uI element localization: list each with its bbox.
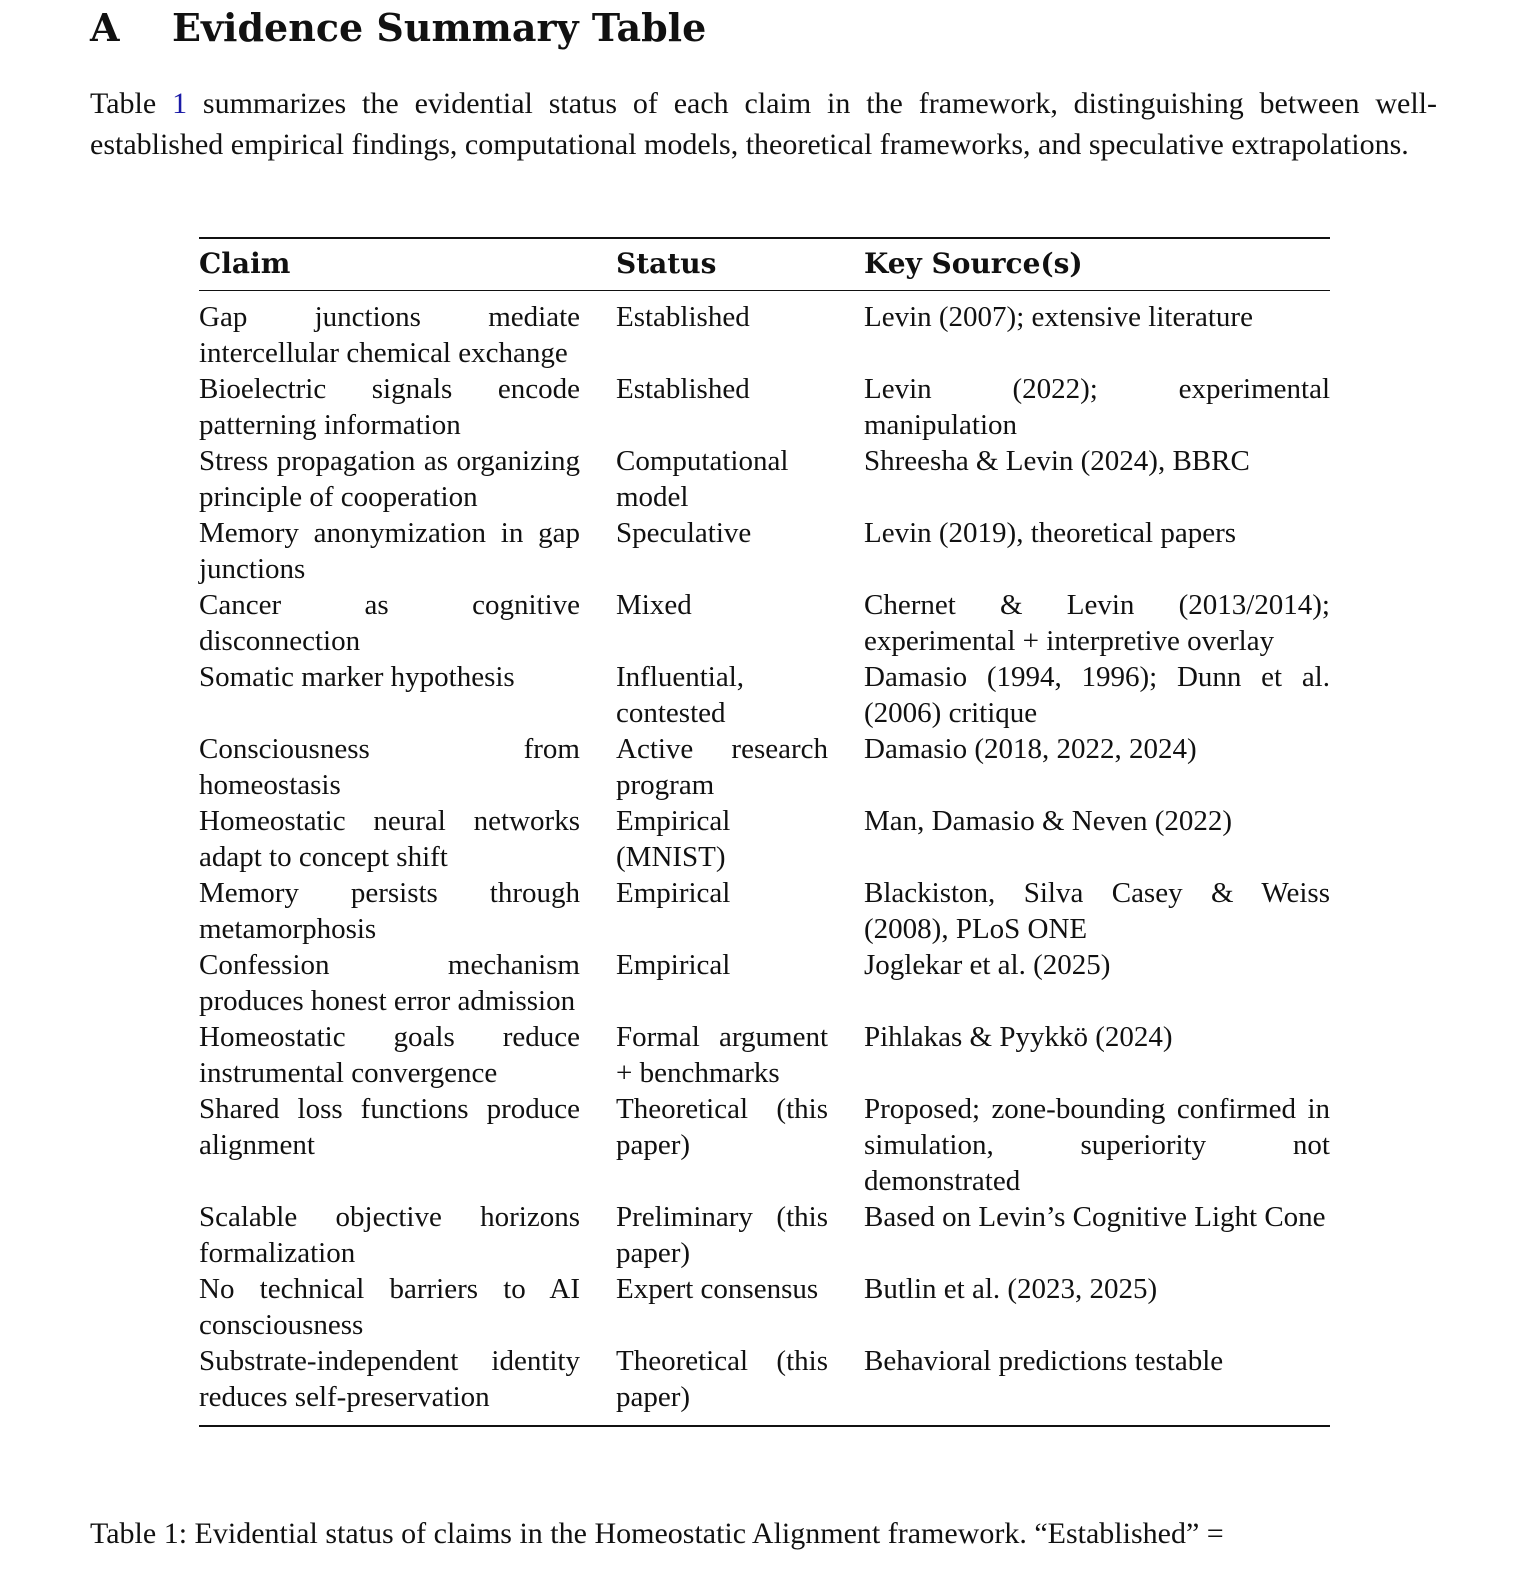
claim-cell: Gap junctions mediate intercellular chemical exchange — [199, 301, 580, 369]
status-cell: Established — [616, 373, 750, 405]
evidence-summary-table — [199, 237, 1330, 1427]
header-key-sources: Key Source(s) — [864, 238, 1330, 291]
status-cell: Theoretical (this paper) — [616, 1093, 828, 1161]
intro-text-start: Table — [90, 87, 173, 120]
status-cell: Influential, contested — [616, 661, 745, 729]
table-reference-link[interactable]: 1 — [172, 87, 188, 120]
intro-paragraph — [90, 84, 1437, 165]
section-title: Evidence Summary Table — [172, 5, 707, 50]
table-row — [199, 1199, 1330, 1271]
section-number: A — [90, 5, 120, 50]
source-cell: Based on Levin’s Cognitive Light Cone — [864, 1201, 1326, 1233]
status-cell: Expert consensus — [616, 1273, 819, 1305]
source-cell: Butlin et al. (2023, 2025) — [864, 1273, 1158, 1305]
claim-cell: Scalable objective horizons formalization — [199, 1201, 580, 1269]
table-row — [199, 515, 1330, 587]
source-cell: Damasio (2018, 2022, 2024) — [864, 733, 1197, 765]
table-row — [199, 291, 1330, 372]
source-cell: Levin (2022); experimental manipulation — [864, 373, 1330, 441]
status-cell: Empirical (MNIST) — [616, 805, 731, 873]
table-row — [199, 803, 1330, 875]
table-row — [199, 947, 1330, 1019]
table-row — [199, 1271, 1330, 1343]
header-claim: Claim — [199, 238, 616, 291]
source-cell: Joglekar et al. (2025) — [864, 949, 1111, 981]
table-header-row — [199, 238, 1330, 291]
claim-cell: Stress propagation as organizing principle of cooperation — [199, 445, 580, 513]
claim-cell: Homeostatic goals reduce instrumental convergence — [199, 1021, 580, 1089]
source-cell: Proposed; zone-bounding confirmed in simulation, superiority not demonstrated — [864, 1093, 1330, 1197]
source-cell: Behavioral predictions testable — [864, 1345, 1224, 1377]
status-cell: Theoretical (this paper) — [616, 1345, 828, 1413]
section-heading — [90, 2, 706, 54]
claim-cell: Shared loss functions produce alignment — [199, 1093, 580, 1161]
claim-cell: Memory anonymization in gap junctions — [199, 517, 580, 585]
table-row — [199, 659, 1330, 731]
table-row — [199, 1091, 1330, 1199]
status-cell: Preliminary (this paper) — [616, 1201, 828, 1269]
table-row — [199, 587, 1330, 659]
source-cell: Damasio (1994, 1996); Dunn et al. (2006) critique — [864, 661, 1330, 729]
source-cell: Chernet & Levin (2013/2014); experimental + interpretive overlay — [864, 589, 1330, 657]
claim-cell: Cancer as cognitive disconnection — [199, 589, 580, 657]
status-cell: Active research program — [616, 733, 828, 801]
status-cell: Speculative — [616, 517, 752, 549]
claim-cell: Homeostatic neural networks adapt to concept shift — [199, 805, 580, 873]
source-cell: Shreesha & Levin (2024), BBRC — [864, 445, 1250, 477]
claim-cell: Confession mechanism produces honest error admission — [199, 949, 580, 1017]
claim-cell: No technical barriers to AI consciousness — [199, 1273, 580, 1341]
table-row — [199, 875, 1330, 947]
table-row — [199, 1343, 1330, 1426]
table-caption: Table 1: Evidential status of claims in the Homeostatic Alignment framework. “Established” = — [90, 1517, 1224, 1550]
evidence-table-container — [199, 237, 1330, 1427]
source-cell: Pihlakas & Pyykkö (2024) — [864, 1021, 1173, 1053]
status-cell: Empirical — [616, 949, 731, 981]
source-cell: Levin (2007); extensive literature — [864, 301, 1253, 333]
header-status: Status — [616, 238, 864, 291]
table-row — [199, 731, 1330, 803]
status-cell: Empirical — [616, 877, 731, 909]
table-row — [199, 371, 1330, 443]
claim-cell: Memory persists through metamorphosis — [199, 877, 580, 945]
claim-cell: Somatic marker hypothesis — [199, 661, 515, 693]
table-row — [199, 443, 1330, 515]
status-cell: Mixed — [616, 589, 692, 621]
claim-cell: Bioelectric signals encode patterning information — [199, 373, 580, 441]
source-cell: Levin (2019), theoretical papers — [864, 517, 1237, 549]
status-cell: Formal argument + benchmarks — [616, 1021, 828, 1089]
source-cell: Man, Damasio & Neven (2022) — [864, 805, 1233, 837]
status-cell: Established — [616, 301, 750, 333]
claim-cell: Substrate-independent identity reduces self-preservation — [199, 1345, 580, 1413]
intro-text-rest: summarizes the evidential status of each claim in the framework, distinguishing between well-established empirical findings, computational models, theoretical frameworks, and speculative extrapolations. — [90, 87, 1437, 161]
claim-cell: Consciousness from homeostasis — [199, 733, 580, 801]
table-row — [199, 1019, 1330, 1091]
source-cell: Blackiston, Silva Casey & Weiss (2008), PLoS ONE — [864, 877, 1330, 945]
status-cell: Computational model — [616, 445, 789, 513]
